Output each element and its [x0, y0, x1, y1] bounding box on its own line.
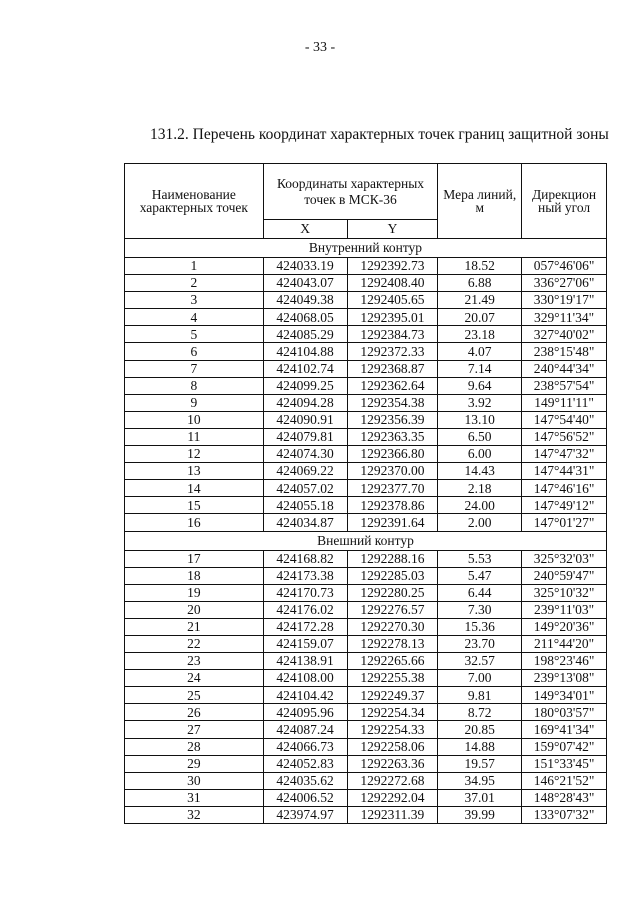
- coord-y-cell: 1292249.37: [347, 687, 438, 704]
- header-y: Y: [347, 220, 438, 239]
- coord-x-cell: 424172.28: [263, 618, 347, 635]
- direction-angle-cell: 211°44'20": [522, 635, 607, 652]
- coord-y-cell: 1292288.16: [347, 550, 438, 567]
- coord-y-cell: 1292370.00: [347, 463, 438, 480]
- point-number-cell: 10: [125, 411, 264, 428]
- direction-angle-cell: 238°15'48": [522, 343, 607, 360]
- line-length-cell: 2.00: [438, 514, 522, 531]
- coord-x-cell: 424057.02: [263, 480, 347, 497]
- coord-y-cell: 1292276.57: [347, 601, 438, 618]
- coord-y-cell: 1292272.68: [347, 772, 438, 789]
- line-length-cell: 19.57: [438, 755, 522, 772]
- coord-x-cell: 424173.38: [263, 567, 347, 584]
- point-number-cell: 4: [125, 309, 264, 326]
- table-row: [125, 755, 607, 772]
- direction-angle-cell: 148°28'43": [522, 789, 607, 806]
- point-number-cell: 31: [125, 789, 264, 806]
- table-row: [125, 292, 607, 309]
- header-point-name: Наименование характерных точек: [125, 164, 264, 239]
- point-number-cell: 6: [125, 343, 264, 360]
- direction-angle-cell: 325°10'32": [522, 584, 607, 601]
- line-length-cell: 15.36: [438, 618, 522, 635]
- section-title: Внешний контур: [125, 531, 607, 550]
- coord-x-cell: 424104.42: [263, 687, 347, 704]
- line-length-cell: 24.00: [438, 497, 522, 514]
- line-length-cell: 9.64: [438, 377, 522, 394]
- coord-y-cell: 1292408.40: [347, 275, 438, 292]
- coord-y-cell: 1292392.73: [347, 258, 438, 275]
- coord-x-cell: 424055.18: [263, 497, 347, 514]
- line-length-cell: 14.88: [438, 738, 522, 755]
- coord-x-cell: 424087.24: [263, 721, 347, 738]
- coord-x-cell: 424033.19: [263, 258, 347, 275]
- coord-y-cell: 1292354.38: [347, 394, 438, 411]
- table-body: [125, 239, 607, 824]
- coord-x-cell: 424138.91: [263, 653, 347, 670]
- direction-angle-cell: 149°20'36": [522, 618, 607, 635]
- table-row: [125, 360, 607, 377]
- line-length-cell: 7.30: [438, 601, 522, 618]
- direction-angle-cell: 180°03'57": [522, 704, 607, 721]
- coord-x-cell: 424159.07: [263, 635, 347, 652]
- document-title: 131.2. Перечень координат характерных точек границ защитной зоны: [150, 126, 609, 143]
- line-length-cell: 34.95: [438, 772, 522, 789]
- table-row: [125, 670, 607, 687]
- point-number-cell: 28: [125, 738, 264, 755]
- coord-x-cell: 424068.05: [263, 309, 347, 326]
- point-number-cell: 1: [125, 258, 264, 275]
- line-length-cell: 20.85: [438, 721, 522, 738]
- table-row: [125, 326, 607, 343]
- direction-angle-cell: 147°49'12": [522, 497, 607, 514]
- coord-y-cell: 1292377.70: [347, 480, 438, 497]
- direction-angle-cell: 147°47'32": [522, 446, 607, 463]
- direction-angle-cell: 198°23'46": [522, 653, 607, 670]
- table-row: [125, 721, 607, 738]
- point-number-cell: 22: [125, 635, 264, 652]
- direction-angle-cell: 239°13'08": [522, 670, 607, 687]
- coord-x-cell: 424176.02: [263, 601, 347, 618]
- line-length-cell: 5.47: [438, 567, 522, 584]
- coord-y-cell: 1292278.13: [347, 635, 438, 652]
- point-number-cell: 8: [125, 377, 264, 394]
- point-number-cell: 2: [125, 275, 264, 292]
- coord-y-cell: 1292368.87: [347, 360, 438, 377]
- table-row: [125, 618, 607, 635]
- direction-angle-cell: 169°41'34": [522, 721, 607, 738]
- line-length-cell: 6.50: [438, 428, 522, 445]
- line-length-cell: 20.07: [438, 309, 522, 326]
- table-row: [125, 567, 607, 584]
- table-row: [125, 806, 607, 823]
- coord-y-cell: 1292391.64: [347, 514, 438, 531]
- line-length-cell: 8.72: [438, 704, 522, 721]
- point-number-cell: 7: [125, 360, 264, 377]
- header-coordinates: Координаты характерных точек в МСК-36: [263, 164, 438, 220]
- line-length-cell: 37.01: [438, 789, 522, 806]
- coord-x-cell: 424049.38: [263, 292, 347, 309]
- coord-y-cell: 1292356.39: [347, 411, 438, 428]
- direction-angle-cell: 327°40'02": [522, 326, 607, 343]
- coord-y-cell: 1292263.36: [347, 755, 438, 772]
- line-length-cell: 3.92: [438, 394, 522, 411]
- table-row: [125, 394, 607, 411]
- line-length-cell: 14.43: [438, 463, 522, 480]
- point-number-cell: 24: [125, 670, 264, 687]
- table-row: [125, 480, 607, 497]
- line-length-cell: 9.81: [438, 687, 522, 704]
- point-number-cell: 19: [125, 584, 264, 601]
- coord-y-cell: 1292292.04: [347, 789, 438, 806]
- coord-x-cell: 424168.82: [263, 550, 347, 567]
- direction-angle-cell: 240°59'47": [522, 567, 607, 584]
- table-row: [125, 687, 607, 704]
- direction-angle-cell: 330°19'17": [522, 292, 607, 309]
- point-number-cell: 11: [125, 428, 264, 445]
- point-number-cell: 30: [125, 772, 264, 789]
- coord-x-cell: 424094.28: [263, 394, 347, 411]
- point-number-cell: 26: [125, 704, 264, 721]
- direction-angle-cell: 133°07'32": [522, 806, 607, 823]
- point-number-cell: 16: [125, 514, 264, 531]
- coord-y-cell: 1292280.25: [347, 584, 438, 601]
- coord-y-cell: 1292372.33: [347, 343, 438, 360]
- point-number-cell: 12: [125, 446, 264, 463]
- table-row: [125, 738, 607, 755]
- coord-x-cell: 424006.52: [263, 789, 347, 806]
- coord-x-cell: 424090.91: [263, 411, 347, 428]
- coord-y-cell: 1292270.30: [347, 618, 438, 635]
- coord-x-cell: 424079.81: [263, 428, 347, 445]
- point-number-cell: 25: [125, 687, 264, 704]
- direction-angle-cell: 238°57'54": [522, 377, 607, 394]
- line-length-cell: 6.44: [438, 584, 522, 601]
- line-length-cell: 7.14: [438, 360, 522, 377]
- coord-y-cell: 1292362.64: [347, 377, 438, 394]
- coord-x-cell: 424066.73: [263, 738, 347, 755]
- line-length-cell: 7.00: [438, 670, 522, 687]
- table-row: [125, 635, 607, 652]
- direction-angle-cell: 151°33'45": [522, 755, 607, 772]
- table-row: [125, 601, 607, 618]
- coord-x-cell: 424102.74: [263, 360, 347, 377]
- coord-x-cell: 424069.22: [263, 463, 347, 480]
- table-row: [125, 463, 607, 480]
- point-number-cell: 27: [125, 721, 264, 738]
- table-row: [125, 789, 607, 806]
- coord-y-cell: 1292254.33: [347, 721, 438, 738]
- point-number-cell: 29: [125, 755, 264, 772]
- line-length-cell: 4.07: [438, 343, 522, 360]
- section-row: [125, 531, 607, 550]
- coord-y-cell: 1292265.66: [347, 653, 438, 670]
- table-row: [125, 411, 607, 428]
- coord-x-cell: 424034.87: [263, 514, 347, 531]
- coord-y-cell: 1292405.65: [347, 292, 438, 309]
- coord-y-cell: 1292258.06: [347, 738, 438, 755]
- coord-y-cell: 1292255.38: [347, 670, 438, 687]
- line-length-cell: 18.52: [438, 258, 522, 275]
- line-length-cell: 13.10: [438, 411, 522, 428]
- table-row: [125, 772, 607, 789]
- line-length-cell: 23.70: [438, 635, 522, 652]
- direction-angle-cell: 325°32'03": [522, 550, 607, 567]
- coord-y-cell: 1292395.01: [347, 309, 438, 326]
- table-row: [125, 653, 607, 670]
- point-number-cell: 17: [125, 550, 264, 567]
- direction-angle-cell: 239°11'03": [522, 601, 607, 618]
- direction-angle-cell: 147°01'27": [522, 514, 607, 531]
- point-number-cell: 3: [125, 292, 264, 309]
- coord-x-cell: 424043.07: [263, 275, 347, 292]
- coord-x-cell: 424052.83: [263, 755, 347, 772]
- table-row: [125, 704, 607, 721]
- coord-x-cell: 424099.25: [263, 377, 347, 394]
- line-length-cell: 21.49: [438, 292, 522, 309]
- table-row: [125, 550, 607, 567]
- direction-angle-cell: 146°21'52": [522, 772, 607, 789]
- direction-angle-cell: 147°46'16": [522, 480, 607, 497]
- coord-x-cell: 424108.00: [263, 670, 347, 687]
- point-number-cell: 21: [125, 618, 264, 635]
- coord-x-cell: 424074.30: [263, 446, 347, 463]
- coord-x-cell: 424035.62: [263, 772, 347, 789]
- direction-angle-cell: 057°46'06": [522, 258, 607, 275]
- direction-angle-cell: 147°44'31": [522, 463, 607, 480]
- table-row: [125, 377, 607, 394]
- point-number-cell: 23: [125, 653, 264, 670]
- table-row: [125, 446, 607, 463]
- direction-angle-cell: 329°11'34": [522, 309, 607, 326]
- direction-angle-cell: 240°44'34": [522, 360, 607, 377]
- direction-angle-cell: 149°34'01": [522, 687, 607, 704]
- table-row: [125, 428, 607, 445]
- coord-x-cell: 424095.96: [263, 704, 347, 721]
- point-number-cell: 5: [125, 326, 264, 343]
- table-row: [125, 497, 607, 514]
- point-number-cell: 14: [125, 480, 264, 497]
- coord-y-cell: 1292366.80: [347, 446, 438, 463]
- direction-angle-cell: 147°56'52": [522, 428, 607, 445]
- header-direction-angle: Дирекцион ный угол: [522, 164, 607, 239]
- line-length-cell: 6.88: [438, 275, 522, 292]
- table-row: [125, 275, 607, 292]
- direction-angle-cell: 159°07'42": [522, 738, 607, 755]
- line-length-cell: 39.99: [438, 806, 522, 823]
- coord-x-cell: 424085.29: [263, 326, 347, 343]
- coord-y-cell: 1292363.35: [347, 428, 438, 445]
- direction-angle-cell: 336°27'06": [522, 275, 607, 292]
- table-row: [125, 309, 607, 326]
- point-number-cell: 15: [125, 497, 264, 514]
- coord-y-cell: 1292285.03: [347, 567, 438, 584]
- coord-x-cell: 424170.73: [263, 584, 347, 601]
- coord-x-cell: 423974.97: [263, 806, 347, 823]
- point-number-cell: 20: [125, 601, 264, 618]
- line-length-cell: 6.00: [438, 446, 522, 463]
- coord-x-cell: 424104.88: [263, 343, 347, 360]
- table-row: [125, 258, 607, 275]
- coord-y-cell: 1292311.39: [347, 806, 438, 823]
- line-length-cell: 5.53: [438, 550, 522, 567]
- table-row: [125, 514, 607, 531]
- point-number-cell: 9: [125, 394, 264, 411]
- line-length-cell: 32.57: [438, 653, 522, 670]
- coord-y-cell: 1292254.34: [347, 704, 438, 721]
- page-number: - 33 -: [304, 40, 336, 55]
- direction-angle-cell: 149°11'11": [522, 394, 607, 411]
- section-row: [125, 239, 607, 258]
- direction-angle-cell: 147°54'40": [522, 411, 607, 428]
- line-length-cell: 2.18: [438, 480, 522, 497]
- point-number-cell: 18: [125, 567, 264, 584]
- coord-y-cell: 1292378.86: [347, 497, 438, 514]
- point-number-cell: 32: [125, 806, 264, 823]
- coordinates-table: [124, 163, 607, 824]
- point-number-cell: 13: [125, 463, 264, 480]
- coord-y-cell: 1292384.73: [347, 326, 438, 343]
- table-row: [125, 343, 607, 360]
- header-line-length: Мера линий, м: [438, 164, 522, 239]
- line-length-cell: 23.18: [438, 326, 522, 343]
- section-title: Внутренний контур: [125, 239, 607, 258]
- header-x: X: [263, 220, 347, 239]
- table-row: [125, 584, 607, 601]
